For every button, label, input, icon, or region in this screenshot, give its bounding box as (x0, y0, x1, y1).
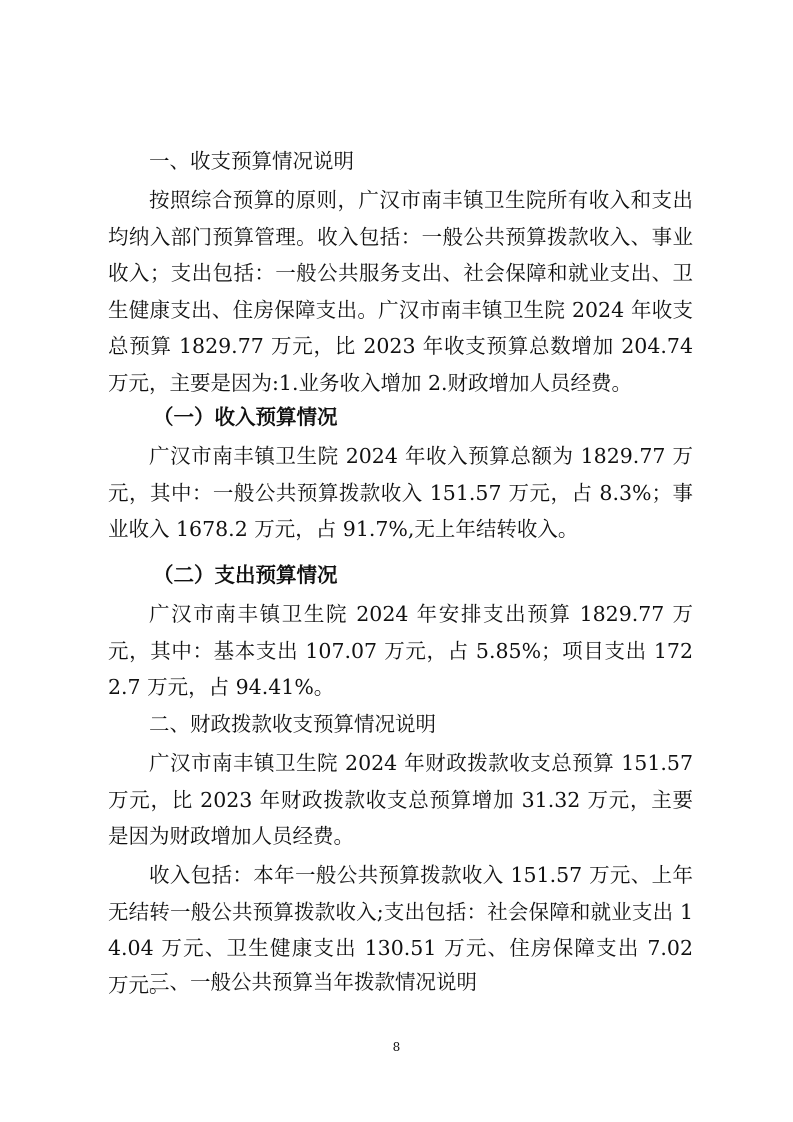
paragraph-income-expenditure: 按照综合预算的原则，广汉市南丰镇卫生院所有收入和支出均纳入部门预算管理。收入包括：一般公共预算拨款收入、事业收入；支出包括：一般公共服务支出、社会保障和就业支出、卫生健康支出、住房保障支出。广汉市南丰镇卫生院 2024 年收支总预算 1829.77 万元，比 2023 年收支预算总数增加 204.74 万元，主要是因为:1.业务收入增加 2.财政增加人员经费。 (108, 188, 693, 395)
page-number: 8 (392, 1040, 401, 1054)
subsection-heading-expenditure-budget: （二）支出预算情况 (153, 563, 338, 587)
paragraph-fiscal-details: 收入包括：本年一般公共预算拨款收入 151.57 万元、上年无结转一般公共预算拨款收入;支出包括：社会保障和就业支出 14.04 万元、卫生健康支出 130.51 万元、住房保障支出 7.02 万元。 (108, 863, 693, 997)
section-heading-fiscal-appropriation: 二、财政拨款收支预算情况说明 (149, 712, 436, 736)
paragraph-income-budget: 广汉市南丰镇卫生院 2024 年收入预算总额为 1829.77 万元，其中：一般公共预算拨款收入 151.57 万元，占 8.3%；事业收入 1678.2 万元，占 91.7%,无上年结转收入。 (108, 444, 693, 541)
paragraph-expenditure-budget: 广汉市南丰镇卫生院 2024 年安排支出预算 1829.77 万元，其中：基本支出 107.07 万元，占 5.85%；项目支出 1722.7 万元，占 94.41%。 (108, 602, 693, 699)
section-heading-general-budget: 三、一般公共预算当年拨款情况说明 (149, 970, 477, 994)
subsection-heading-income-budget: （一）收入预算情况 (153, 405, 338, 429)
section-heading-income-expenditure: 一、收支预算情况说明 (149, 149, 354, 173)
paragraph-fiscal-appropriation: 广汉市南丰镇卫生院 2024 年财政拨款收支总预算 151.57 万元，比 2023 年财政拨款收支总预算增加 31.32 万元，主要是因为财政增加人员经费。 (108, 751, 693, 848)
